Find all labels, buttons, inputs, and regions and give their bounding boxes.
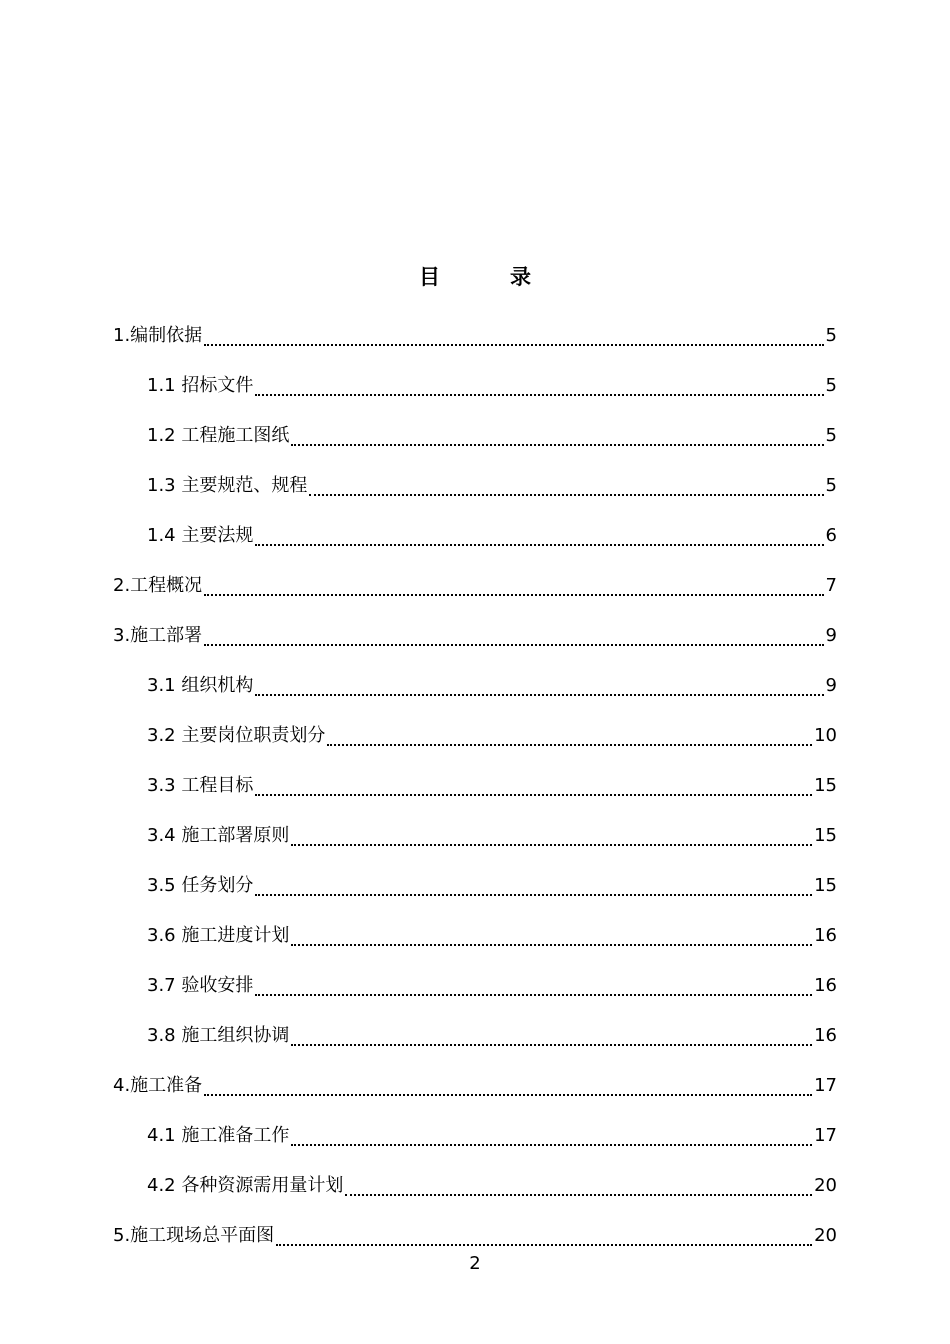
toc-dot-leader bbox=[204, 643, 823, 646]
toc-entry-page: 16 bbox=[814, 975, 837, 996]
toc-title-part-1: 目 bbox=[419, 265, 440, 289]
page-number: 2 bbox=[469, 1253, 481, 1274]
toc-entry-label: 1.2 工程施工图纸 bbox=[147, 425, 290, 446]
toc-entry-page: 20 bbox=[814, 1175, 837, 1196]
toc-entry-page: 6 bbox=[825, 525, 837, 546]
toc-entry-page: 10 bbox=[814, 725, 837, 746]
toc-dot-leader bbox=[291, 943, 812, 946]
toc-entry[interactable] bbox=[113, 1111, 837, 1161]
toc-entry-label: 3.4 施工部署原则 bbox=[147, 825, 290, 846]
toc-entry-label: 3.1 组织机构 bbox=[147, 675, 254, 696]
toc-entry[interactable] bbox=[113, 911, 837, 961]
toc-entry-label: 1.1 招标文件 bbox=[147, 375, 254, 396]
toc-entry[interactable] bbox=[113, 511, 837, 561]
toc-dot-leader bbox=[255, 793, 812, 796]
toc-entry-page: 5 bbox=[825, 475, 837, 496]
toc-entry-page: 20 bbox=[814, 1225, 837, 1246]
toc-dot-leader bbox=[255, 543, 823, 546]
toc-entry[interactable] bbox=[113, 311, 837, 361]
toc-dot-leader bbox=[291, 1143, 812, 1146]
toc-entry-page: 17 bbox=[814, 1125, 837, 1146]
toc-entry-label: 3.6 施工进度计划 bbox=[147, 925, 290, 946]
toc-entry[interactable] bbox=[113, 1011, 837, 1061]
toc-entry[interactable] bbox=[113, 861, 837, 911]
toc-dot-leader bbox=[255, 393, 823, 396]
toc-dot-leader bbox=[291, 843, 812, 846]
toc-entry[interactable] bbox=[113, 461, 837, 511]
toc-entry-page: 5 bbox=[825, 325, 837, 346]
toc-dot-leader bbox=[327, 743, 812, 746]
toc-entry-page: 15 bbox=[814, 875, 837, 896]
toc-entry-label: 4.施工准备 bbox=[113, 1075, 203, 1096]
toc-entry[interactable] bbox=[113, 361, 837, 411]
toc-entry-page: 15 bbox=[814, 775, 837, 796]
toc-entry-page: 9 bbox=[825, 625, 837, 646]
toc-dot-leader bbox=[204, 343, 823, 346]
toc-dot-leader bbox=[345, 1193, 812, 1196]
toc-entry-label: 2.工程概况 bbox=[113, 575, 203, 596]
toc-entry-page: 15 bbox=[814, 825, 837, 846]
toc-dot-leader bbox=[309, 493, 823, 496]
toc-entry-page: 16 bbox=[814, 925, 837, 946]
toc-entry-page: 9 bbox=[825, 675, 837, 696]
toc-entry[interactable] bbox=[113, 1061, 837, 1111]
toc-entry-label: 1.编制依据 bbox=[113, 325, 203, 346]
toc-entry[interactable] bbox=[113, 761, 837, 811]
toc-entry[interactable] bbox=[113, 1161, 837, 1211]
toc-dot-leader bbox=[291, 443, 823, 446]
toc-entry-label: 1.4 主要法规 bbox=[147, 525, 254, 546]
toc-entry-label: 3.5 任务划分 bbox=[147, 875, 254, 896]
toc-dot-leader bbox=[204, 1093, 812, 1096]
toc-dot-leader bbox=[255, 893, 812, 896]
toc-entry-label: 3.施工部署 bbox=[113, 625, 203, 646]
toc-entry[interactable] bbox=[113, 561, 837, 611]
toc-dot-leader bbox=[255, 693, 823, 696]
toc-dot-leader bbox=[204, 593, 823, 596]
toc-entry-label: 3.3 工程目标 bbox=[147, 775, 254, 796]
toc-entry[interactable] bbox=[113, 661, 837, 711]
toc-entry-page: 16 bbox=[814, 1025, 837, 1046]
toc-entry-page: 7 bbox=[825, 575, 837, 596]
toc-entry[interactable] bbox=[113, 611, 837, 661]
toc-dot-leader bbox=[276, 1243, 812, 1246]
toc-entry-label: 4.2 各种资源需用量计划 bbox=[147, 1175, 344, 1196]
toc-entry[interactable] bbox=[113, 411, 837, 461]
toc-entry-page: 5 bbox=[825, 425, 837, 446]
toc-title-part-2: 录 bbox=[510, 265, 531, 289]
toc-dot-leader bbox=[291, 1043, 812, 1046]
toc-entry-label: 5.施工现场总平面图 bbox=[113, 1225, 275, 1246]
toc-entry-label: 4.1 施工准备工作 bbox=[147, 1125, 290, 1146]
toc-entry[interactable] bbox=[113, 811, 837, 861]
toc-entry[interactable] bbox=[113, 711, 837, 761]
toc-title bbox=[0, 261, 950, 291]
toc-entry[interactable] bbox=[113, 961, 837, 1011]
toc-entry-page: 5 bbox=[825, 375, 837, 396]
toc-entry-label: 3.2 主要岗位职责划分 bbox=[147, 725, 326, 746]
toc-dot-leader bbox=[255, 993, 812, 996]
toc-entry-label: 1.3 主要规范、规程 bbox=[147, 475, 308, 496]
toc-entry-page: 17 bbox=[814, 1075, 837, 1096]
toc-entry-label: 3.8 施工组织协调 bbox=[147, 1025, 290, 1046]
toc-list bbox=[113, 311, 837, 1261]
toc-entry-label: 3.7 验收安排 bbox=[147, 975, 254, 996]
